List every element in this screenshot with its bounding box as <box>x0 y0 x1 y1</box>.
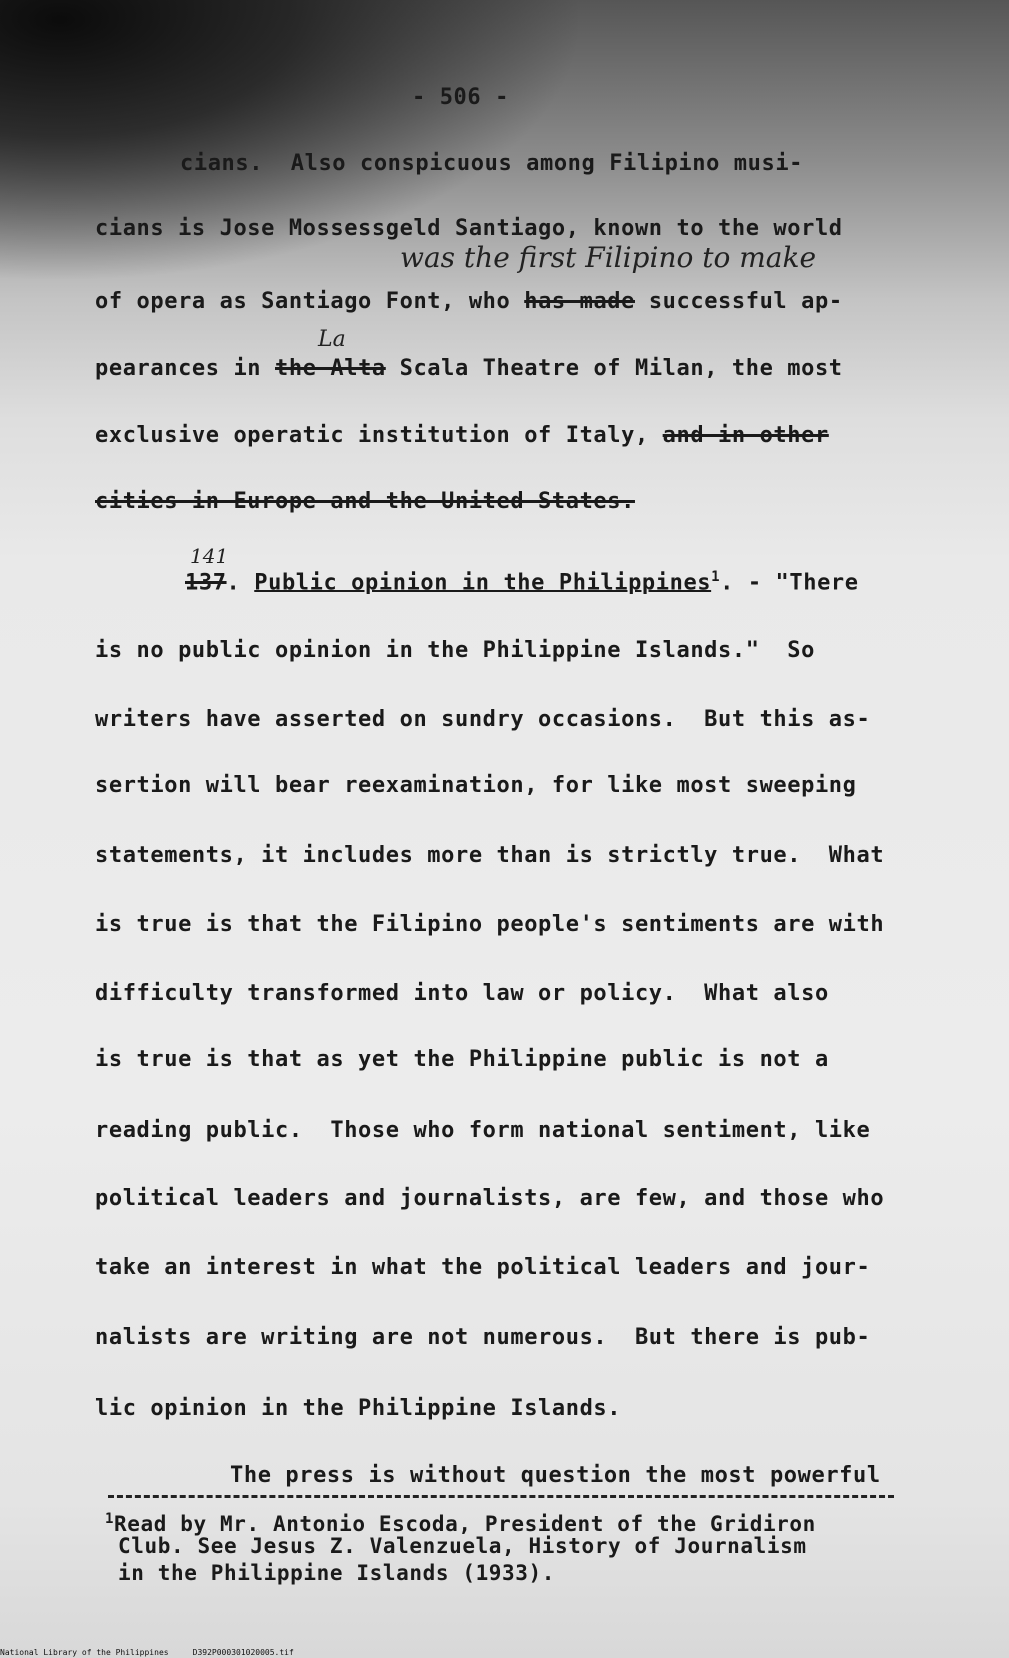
text-segment: successful ap- <box>634 289 843 314</box>
text-line: take an interest in what the political leaders and jour- <box>95 1255 871 1280</box>
text-line: sertion will bear reexamination, for like most sweeping <box>95 773 857 798</box>
section-title: Public opinion in the Philippines <box>254 570 712 596</box>
struck-text: and in other <box>662 423 829 448</box>
text-segment: pearances in <box>95 356 275 381</box>
text-segment: . - "There <box>720 570 859 596</box>
handwritten-insertion: La <box>318 327 346 352</box>
section-heading: 137. Public opinion in the Philippines$^1$. - "There <box>185 569 859 596</box>
footnote-line: in the Philippine Islands (1933). <box>118 1561 556 1585</box>
text-segment: of opera as Santiago Font, who <box>95 289 511 314</box>
footnote-reference: 1 <box>711 569 721 585</box>
struck-section-number: 137 <box>185 570 227 596</box>
footnote-divider <box>108 1495 894 1498</box>
text-line <box>95 422 829 450</box>
scan-caption: National Library of the Philippines D392P000301020005.tif <box>0 1648 294 1657</box>
text-segment: Read by Mr. Antonio Escoda, President of the Gridiron <box>114 1512 816 1536</box>
footnote-line: Club. See Jesus Z. Valenzuela, History of Journalism <box>118 1534 807 1558</box>
struck-text-line: cities in Europe and the United States. <box>95 489 635 514</box>
page-number: - 506 - <box>412 85 509 110</box>
handwritten-section-number: 141 <box>190 544 229 568</box>
text-line: cians. Also conspicuous among Filipino musi- <box>180 151 804 176</box>
footnote-mark: 1 <box>105 1511 115 1527</box>
text-line: is no public opinion in the Philippine Islands." So <box>95 638 815 663</box>
struck-text: has made <box>524 289 635 314</box>
text-line: writers have asserted on sundry occasions. But this as- <box>95 707 871 732</box>
text-line <box>95 288 843 316</box>
text-line: is true is that as yet the Philippine public is not a <box>95 1047 829 1072</box>
text-line: political leaders and journalists, are few, and those who <box>95 1186 885 1211</box>
text-line: reading public. Those who form national sentiment, like <box>95 1118 871 1143</box>
text-line: lic opinion in the Philippine Islands. <box>95 1396 622 1421</box>
text-line: nalists are writing are not numerous. But there is pub- <box>95 1325 871 1350</box>
text-line: difficulty transformed into law or policy. What also <box>95 981 829 1006</box>
handwritten-insertion: was the first Filipino to make <box>400 241 817 274</box>
text-segment: Scala Theatre of Milan, the most <box>385 356 843 381</box>
text-line <box>95 355 843 383</box>
text-line: The press is without question the most powerful <box>230 1463 881 1488</box>
text-segment: exclusive operatic institution of Italy, <box>95 423 663 448</box>
struck-text: the Alta <box>275 356 386 381</box>
text-line: statements, it includes more than is strictly true. What <box>95 843 885 868</box>
text-line: is true is that the Filipino people's sentiments are with <box>95 912 885 937</box>
text-line: cians is Jose Mossessgeld Santiago, known to the world <box>95 216 843 241</box>
